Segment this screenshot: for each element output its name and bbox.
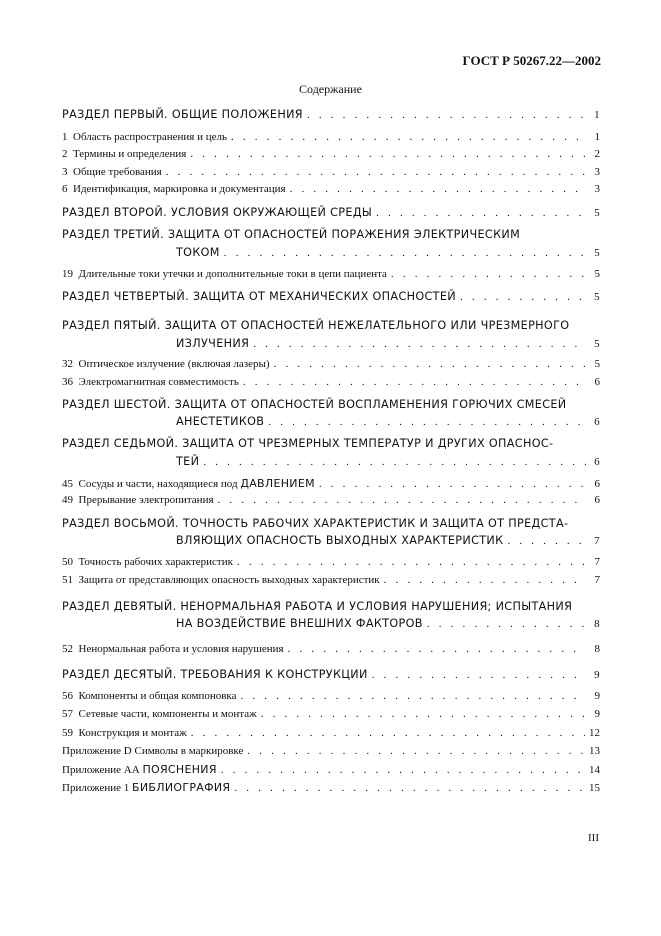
- toc-entry-label: [62, 727, 187, 739]
- toc-page-number: 5: [594, 247, 600, 259]
- toc-dot-leader: [307, 109, 586, 121]
- toc-title: Содержание: [299, 82, 362, 96]
- toc-dot-leader: [166, 166, 586, 178]
- toc-section-entry[interactable]: [62, 517, 600, 530]
- toc-entry-text: 19 Длительные токи утечки и дополнительные токи в цепи пациента: [62, 268, 387, 280]
- toc-page-number: 14: [589, 764, 600, 776]
- toc-entry-label: [62, 166, 162, 178]
- toc-entry-text: 3 Общие требования: [62, 166, 162, 178]
- toc-entry[interactable]: [62, 574, 600, 586]
- toc-page-number: 3: [594, 166, 600, 178]
- toc-entry-label: [176, 455, 199, 468]
- toc-entry-text: 2 Термины и определения: [62, 148, 187, 160]
- toc-entry-label: [176, 534, 503, 547]
- toc-entry-emphasis: ПОЯСНЕНИЯ: [142, 763, 217, 776]
- toc-entry-text: РАЗДЕЛ ВОСЬМОЙ. ТОЧНОСТЬ РАБОЧИХ ХАРАКТЕРИСТИК И ЗАЩИТА ОТ ПРЕДСТА-: [62, 517, 569, 530]
- toc-page-number: 3: [594, 183, 600, 195]
- toc-entry-text: 51 Защита от представляющих опасность выходных характеристик: [62, 574, 380, 586]
- toc-page-number: 7: [594, 535, 600, 547]
- toc-entry-label: [62, 206, 372, 219]
- toc-entry-text: 49 Прерывание электропитания: [62, 494, 214, 506]
- toc-entry-text: 52 Ненормальная работа и условия нарушения: [62, 643, 284, 655]
- toc-section-continuation[interactable]: [62, 455, 600, 468]
- toc-entry-label: [62, 319, 600, 332]
- toc-section-continuation[interactable]: [62, 534, 600, 547]
- toc-entry[interactable]: [62, 268, 600, 280]
- toc-dot-leader: [237, 556, 586, 568]
- toc-entry-label: [62, 148, 186, 160]
- toc-dot-leader: [234, 782, 585, 794]
- toc-entry-label: [62, 358, 270, 370]
- toc-entry-text: РАЗДЕЛ ВТОРОЙ. УСЛОВИЯ ОКРУЖАЮЩЕЙ СРЕДЫ: [62, 206, 373, 219]
- toc-entry[interactable]: [62, 131, 600, 143]
- toc-page-number: 6: [594, 416, 600, 428]
- toc-entry-label: [62, 668, 368, 681]
- toc-entry-emphasis: ДАВЛЕНИЕМ: [240, 477, 315, 490]
- toc-section-continuation[interactable]: [62, 246, 600, 259]
- toc-entry-label: [176, 246, 220, 259]
- toc-entry[interactable]: [62, 376, 600, 388]
- toc-entry-text: РАЗДЕЛ ЧЕТВЕРТЫЙ. ЗАЩИТА ОТ МЕХАНИЧЕСКИХ ОПАСНОСТЕЙ: [62, 290, 457, 303]
- toc-dot-leader: [203, 456, 586, 468]
- toc-page-number: 5: [594, 268, 600, 280]
- toc-entry-text: ВЛЯЮЩИХ ОПАСНОСТЬ ВЫХОДНЫХ ХАРАКТЕРИСТИК: [176, 534, 504, 547]
- toc-entry[interactable]: [62, 358, 600, 370]
- toc-dot-leader: [384, 574, 586, 586]
- toc-dot-leader: [427, 618, 586, 630]
- toc-section-entry[interactable]: [62, 319, 600, 332]
- toc-entry-label: [176, 415, 264, 428]
- toc-entry-text: РАЗДЕЛ ПЯТЫЙ. ЗАЩИТА ОТ ОПАСНОСТЕЙ НЕЖЕЛАТЕЛЬНОГО ИЛИ ЧРЕЗМЕРНОГО: [62, 319, 570, 332]
- toc-entry-text: РАЗДЕЛ ТРЕТИЙ. ЗАЩИТА ОТ ОПАСНОСТЕЙ ПОРАЖЕНИЯ ЭЛЕКТРИЧЕСКИМ: [62, 228, 521, 241]
- toc-entry-label: [62, 556, 233, 568]
- toc-entry[interactable]: [62, 494, 600, 506]
- toc-dot-leader: [221, 764, 585, 776]
- toc-entry-label: [176, 337, 249, 350]
- toc-page-number: 8: [594, 643, 600, 655]
- toc-entry-text: ТЕЙ: [176, 455, 200, 468]
- toc-entry-text: НА ВОЗДЕЙСТВИЕ ВНЕШНИХ ФАКТОРОВ: [176, 617, 423, 630]
- toc-entry-label: [62, 574, 380, 586]
- toc-entry-text: 59 Конструкция и монтаж: [62, 727, 187, 739]
- toc-entry-label: [62, 494, 214, 506]
- toc-page-number: 5: [594, 338, 600, 350]
- toc-section-entry[interactable]: [62, 668, 600, 681]
- toc-entry[interactable]: [62, 477, 600, 490]
- toc-dot-leader: [507, 535, 586, 547]
- toc-entry-label: [62, 763, 217, 776]
- toc-entry-text: Приложение 1: [62, 782, 133, 794]
- toc-section-continuation[interactable]: [62, 617, 600, 630]
- toc-entry-text: 32 Оптическое излучение (включая лазеры): [62, 358, 270, 370]
- toc-entry-text: РАЗДЕЛ ПЕРВЫЙ. ОБЩИЕ ПОЛОЖЕНИЯ: [62, 108, 303, 121]
- toc-entry-label: [62, 708, 257, 720]
- toc-dot-leader: [231, 131, 586, 143]
- page-number: III: [588, 832, 599, 844]
- toc-entry-label: [62, 376, 239, 388]
- toc-page-number: 6: [594, 478, 600, 490]
- toc-entry-label: [62, 643, 284, 655]
- toc-page-number: 5: [594, 291, 600, 303]
- toc-page-number: 15: [589, 782, 600, 794]
- toc-entry[interactable]: [62, 708, 600, 720]
- toc-entry-text: ИЗЛУЧЕНИЯ: [176, 337, 250, 350]
- toc-entry-text: РАЗДЕЛ ШЕСТОЙ. ЗАЩИТА ОТ ОПАСНОСТЕЙ ВОСПЛАМЕНЕНИЯ ГОРЮЧИХ СМЕСЕЙ: [62, 398, 567, 411]
- toc-entry[interactable]: [62, 556, 600, 568]
- toc-page-number: 8: [594, 618, 600, 630]
- toc-dot-leader: [391, 268, 586, 280]
- toc-entry-label: [62, 108, 303, 121]
- toc-dot-leader: [274, 358, 586, 370]
- toc-entry[interactable]: [62, 690, 600, 702]
- toc-entry[interactable]: [62, 183, 600, 195]
- toc-page-number: 9: [594, 690, 600, 702]
- table-of-contents: [62, 0, 600, 936]
- toc-section-continuation[interactable]: [62, 337, 600, 350]
- toc-entry-text: 36 Электромагнитная совместимость: [62, 376, 239, 388]
- toc-entry-text: ТОКОМ: [176, 246, 220, 259]
- toc-section-entry[interactable]: [62, 600, 600, 613]
- toc-entry[interactable]: [62, 745, 600, 757]
- toc-section-entry[interactable]: [62, 108, 600, 121]
- toc-page-number: 6: [594, 494, 600, 506]
- toc-section-entry[interactable]: [62, 437, 600, 450]
- toc-entry-label: [62, 437, 600, 450]
- toc-entry-text: 1 Область распространения и цель: [62, 131, 227, 143]
- toc-dot-leader: [253, 338, 586, 350]
- toc-entry-text: АНЕСТЕТИКОВ: [176, 415, 265, 428]
- toc-entry-text: 6 Идентификация, маркировка и документация: [62, 183, 286, 195]
- toc-section-entry[interactable]: [62, 206, 600, 219]
- toc-dot-leader: [460, 291, 586, 303]
- toc-entry-label: [62, 477, 315, 490]
- toc-dot-leader: [218, 494, 586, 506]
- toc-page-number: 6: [594, 376, 600, 388]
- toc-dot-leader: [290, 183, 586, 195]
- toc-page-number: 5: [594, 207, 600, 219]
- toc-entry-text: РАЗДЕЛ ДЕВЯТЫЙ. НЕНОРМАЛЬНАЯ РАБОТА И УСЛОВИЯ НАРУШЕНИЯ; ИСПЫТАНИЯ: [62, 600, 573, 613]
- toc-entry[interactable]: [62, 148, 600, 160]
- toc-entry-label: [176, 617, 423, 630]
- toc-entry-label: [62, 228, 600, 241]
- toc-dot-leader: [241, 690, 587, 702]
- toc-entry-text: РАЗДЕЛ СЕДЬМОЙ. ЗАЩИТА ОТ ЧРЕЗМЕРНЫХ ТЕМПЕРАТУР И ДРУГИХ ОПАСНОС-: [62, 437, 554, 450]
- toc-dot-leader: [268, 416, 586, 428]
- toc-entry-label: [62, 268, 387, 280]
- toc-entry-label: [62, 131, 227, 143]
- toc-dot-leader: [247, 745, 585, 757]
- toc-page-number: 7: [594, 556, 600, 568]
- toc-section-entry[interactable]: [62, 398, 600, 411]
- toc-entry-text: 45 Сосуды и части, находящиеся под: [62, 478, 241, 490]
- toc-entry-label: [62, 517, 600, 530]
- toc-dot-leader: [191, 727, 585, 739]
- toc-page-number: 6: [594, 456, 600, 468]
- toc-section-entry[interactable]: [62, 290, 600, 303]
- toc-dot-leader: [319, 478, 586, 490]
- toc-page-number: 2: [594, 148, 600, 160]
- toc-entry-label: [62, 183, 286, 195]
- document-standard-number: ГОСТ Р 50267.22—2002: [462, 53, 601, 68]
- toc-dot-leader: [190, 148, 586, 160]
- toc-entry-label: [62, 745, 243, 757]
- toc-entry-text: Приложение D Символы в маркировке: [62, 745, 244, 757]
- toc-page-number: 1: [594, 131, 600, 143]
- toc-entry[interactable]: [62, 643, 600, 655]
- toc-entry-emphasis: БИБЛИОГРАФИЯ: [132, 781, 231, 794]
- toc-entry-text: 56 Компоненты и общая компоновка: [62, 690, 237, 702]
- toc-section-entry[interactable]: [62, 228, 600, 241]
- toc-entry-label: [62, 398, 600, 411]
- toc-entry-text: РАЗДЕЛ ДЕСЯТЫЙ. ТРЕБОВАНИЯ К КОНСТРУКЦИИ: [62, 668, 368, 681]
- toc-entry-label: [62, 781, 230, 794]
- toc-entry[interactable]: [62, 781, 600, 794]
- toc-entry-label: [62, 690, 237, 702]
- toc-dot-leader: [372, 669, 586, 681]
- toc-dot-leader: [243, 376, 586, 388]
- toc-page-number: 13: [589, 745, 600, 757]
- toc-section-continuation[interactable]: [62, 415, 600, 428]
- toc-entry-text: 50 Точность рабочих характеристик: [62, 556, 233, 568]
- toc-entry-text: Приложение АА: [62, 764, 143, 776]
- toc-dot-leader: [376, 207, 586, 219]
- toc-page-number: 1: [594, 109, 600, 121]
- toc-page-number: 12: [589, 727, 600, 739]
- toc-page-number: 9: [594, 708, 600, 720]
- toc-dot-leader: [261, 708, 586, 720]
- toc-entry-label: [62, 600, 600, 613]
- toc-entry[interactable]: [62, 166, 600, 178]
- toc-page-number: 5: [594, 358, 600, 370]
- toc-dot-leader: [288, 643, 586, 655]
- toc-dot-leader: [224, 247, 586, 259]
- toc-entry[interactable]: [62, 763, 600, 776]
- toc-entry-label: [62, 290, 456, 303]
- toc-entry[interactable]: [62, 727, 600, 739]
- toc-page-number: 9: [594, 669, 600, 681]
- toc-entry-text: 57 Сетевые части, компоненты и монтаж: [62, 708, 257, 720]
- toc-page-number: 7: [594, 574, 600, 586]
